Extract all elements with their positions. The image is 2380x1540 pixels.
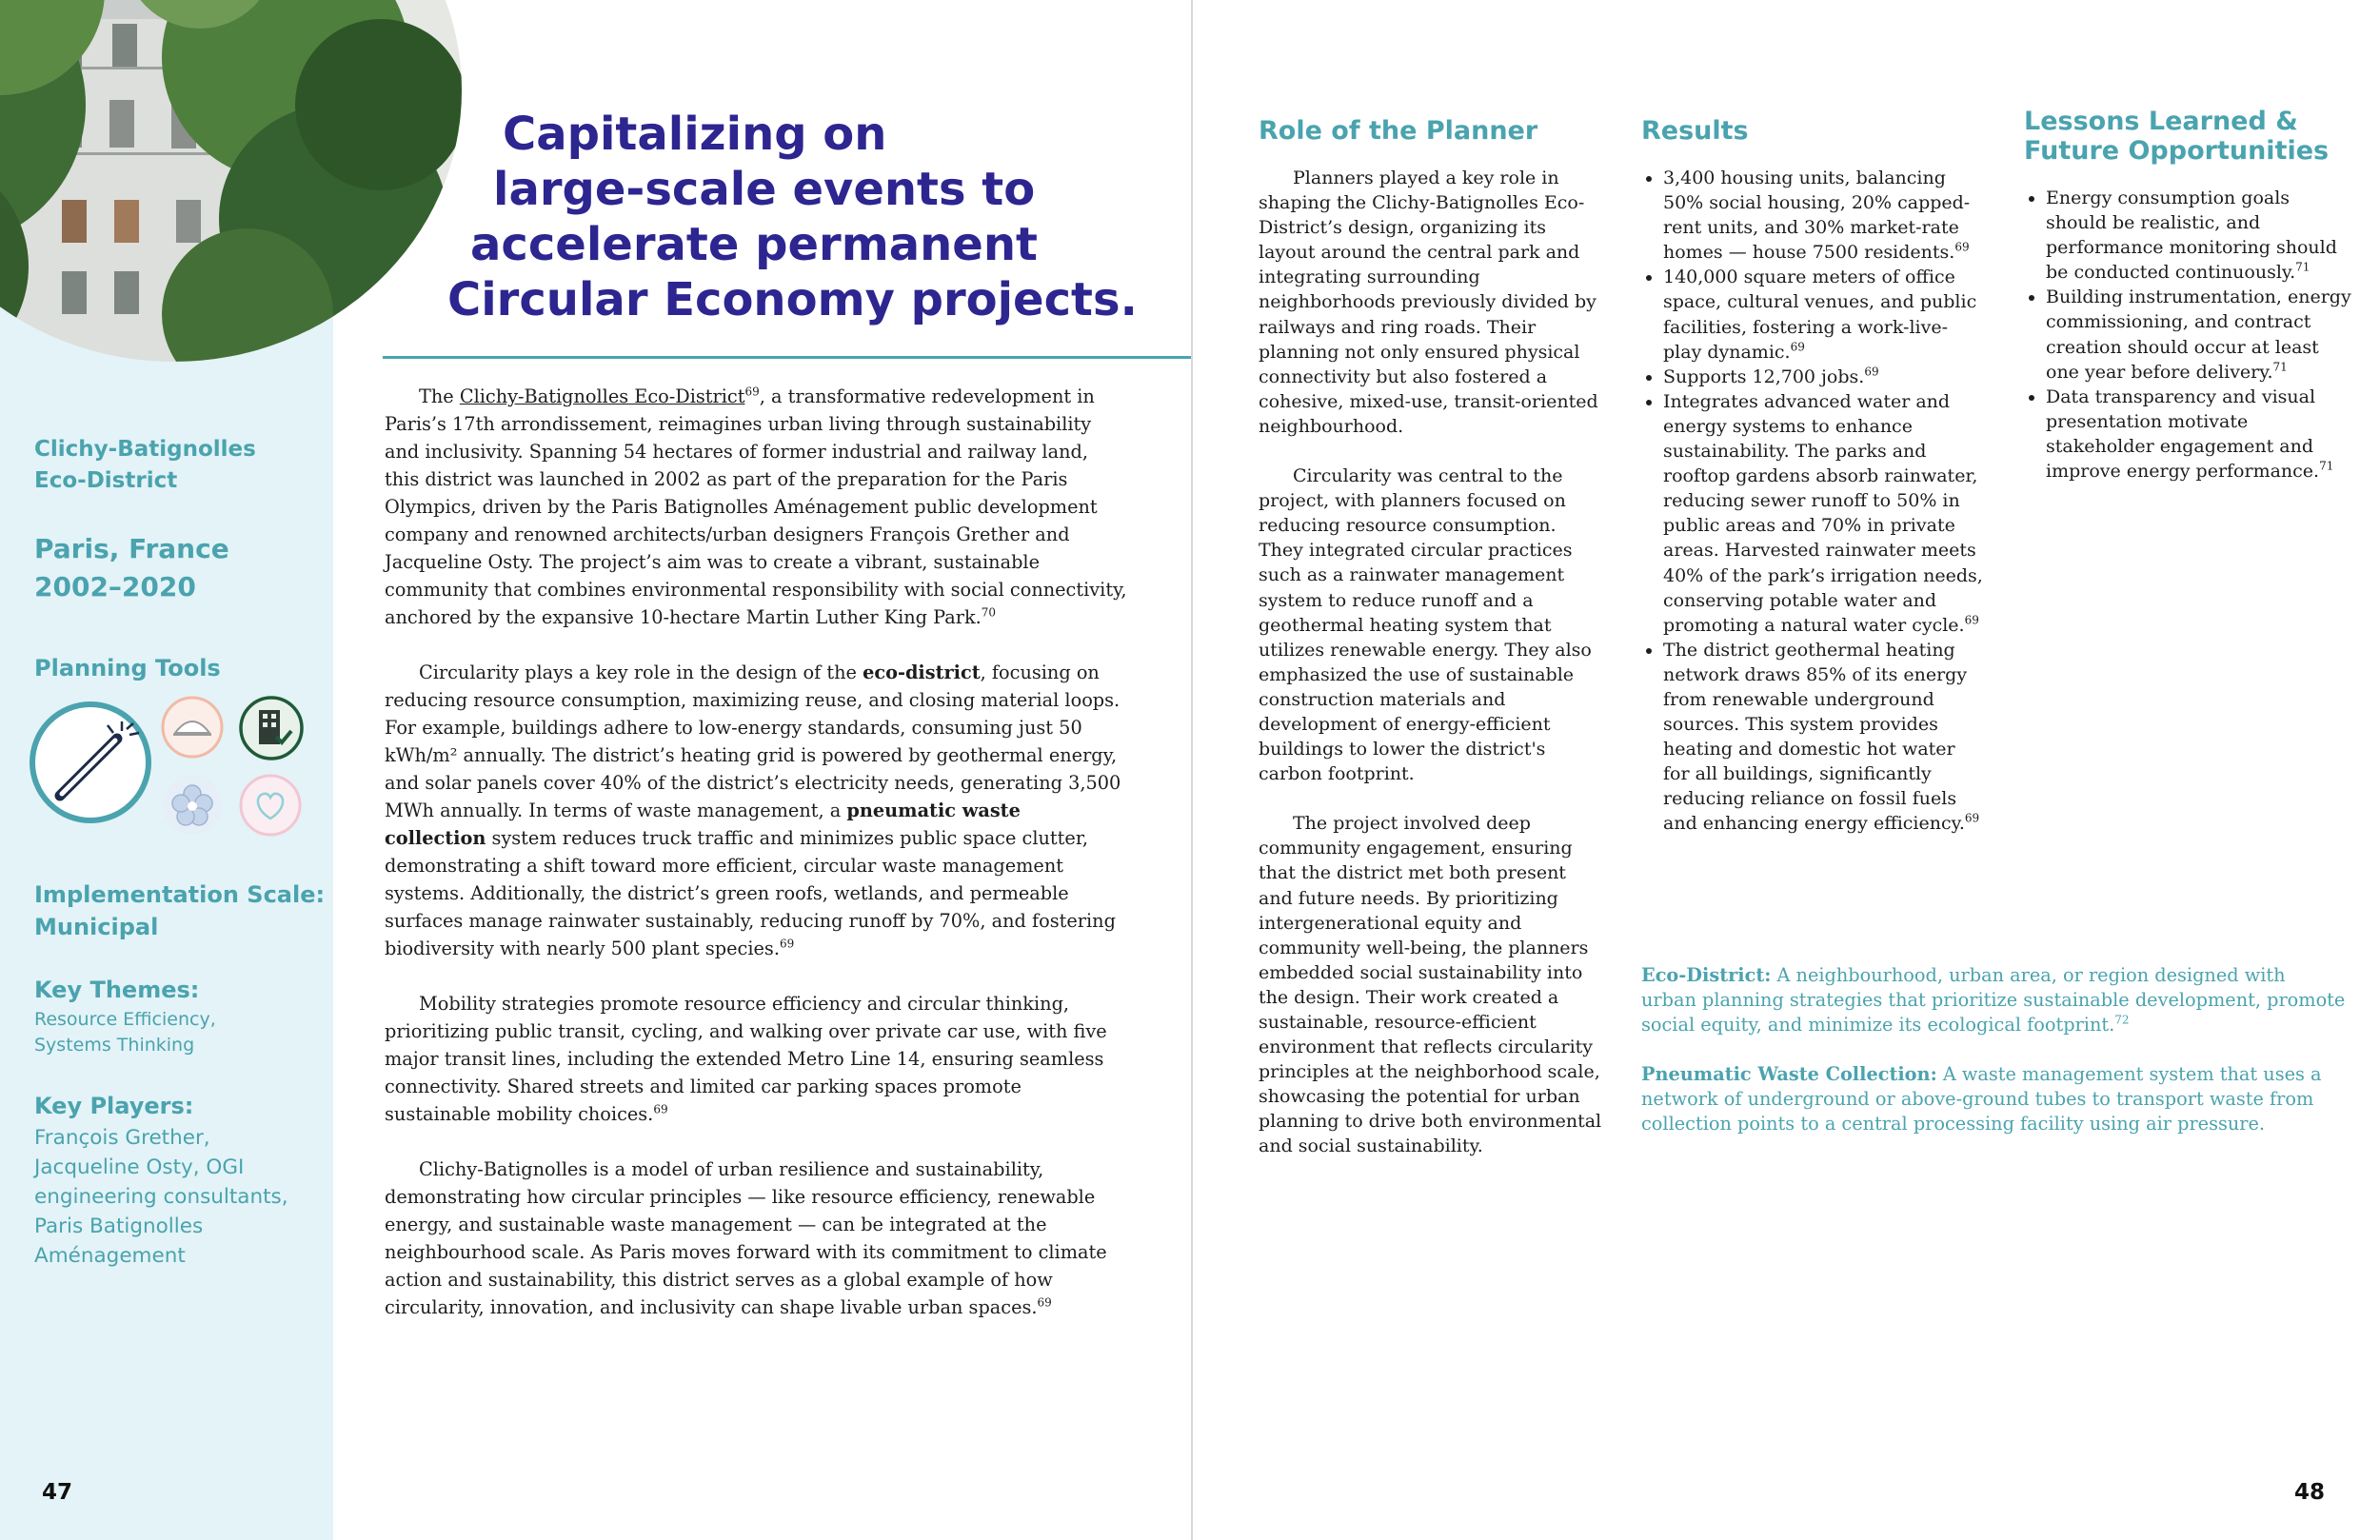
- body-paragraph-1: The Clichy-Batignolles Eco-District$^{69}$, a transformative redevelopment in Paris’s 17th arrondissement, reimagines urban living through sustainability and inclusivity. Spanning 54 hectares of former industrial and railway land, this district was launched in 2002 as part of the preparation for the Paris Olympics, driven by the Paris Batignolles Aménagement public development company and renowned architects/urban designers François Grether and Jacqueline Osty. The project’s aim was to create a vibrant, sustainable community that combines environmental responsibility with social connectivity, anchored by the expansive 10-hectare Martin Luther King Park.$^{70}$: [385, 385, 1127, 628]
- planning-tools-heading: Planning Tools: [34, 655, 221, 681]
- sidebar-district-name: Clichy-Batignolles Eco-District: [34, 437, 256, 493]
- body-text: [385, 383, 1127, 1349]
- list-item: • 140,000 square meters of office space, cultural venues, and public facilities, fostering a work-live-play dynamic.$^{69}$: [1663, 265, 1986, 364]
- list-item: • Integrates advanced water and energy systems to enhance sustainability. The parks and rooftop gardens absorb rainwater, reducing sewer runoff to 50% in public areas and 70% in private areas. Harvested rainwater meets 40% of the park’s irrigation needs, conserving potable water and promoting a natural water cycle.$^{69}$: [1663, 389, 1986, 638]
- lessons-heading: Lessons Learned & Future Opportunities: [2024, 107, 2330, 166]
- list-item: • Supports 12,700 jobs.$^{69}$: [1663, 365, 1986, 389]
- dome-building-icon: [160, 695, 225, 760]
- body-paragraph-2: Circularity plays a key role in the design of the eco-district, focusing on reducing resource consumption, maximizing reuse, and closing material loops. For example, buildings adhere to low-energy standards, consuming just 50 kWh/m² annually. The district’s heating grid is powered by geothermal energy, and solar panels cover 40% of the district’s electricity needs, generating 3,500 MWh annually. In terms of waste management, a pneumatic waste collection system reduces truck traffic and minimizes public space clutter, demonstrating a shift toward more efficient, circular waste management systems. Additionally, the district’s green roofs, wetlands, and permeable surfaces manage rainwater sustainably, reducing runoff by 70%, and fostering biodiversity with nearly 500 plant species.$^{69}$: [385, 661, 1121, 959]
- glossary-pneumatic-waste: Pneumatic Waste Collection: A waste management system that uses a network of underground or above-ground tubes to transport waste from collection points to a central processing facility using air pressure.: [1641, 1063, 2322, 1135]
- flower-icon: [160, 773, 225, 838]
- list-item: • Energy consumption goals should be realistic, and performance monitoring should be conducted continuously.$^{71}$: [2046, 186, 2355, 285]
- city-building-check-icon: [238, 695, 305, 761]
- implementation-scale: Implementation Scale: Municipal: [34, 881, 326, 940]
- page-number-left: 47: [42, 1480, 73, 1505]
- role-text: Planners played a key role in shaping the Clichy-Batignolles Eco-District’s design, organizing its layout around the central park and integrating surrounding neighborhoods previously divided by railways and ring roads. Their planning not only ensured physical connectivity but also fostered a cohesive, mixed-use, transit-oriented neighbourhood. Circularity was central to the project, with planners focused on reducing resource consumption. They integrated circular practices such as a rainwater management system to reduce runoff and a geothermal heating system that utilizes renewable energy. They also emphasized the use of sustainable construction materials and development of energy-efficient buildings to lower the district's carbon footprint. The project involved deep community engagement, ensuring that the district met both present and future needs. By prioritizing intergenerational equity and community well-being, the planners embedded social sustainability into the design. Their work created a sustainable, resource-efficient environment that reflects circularity principles at the neighborhood scale, showcasing the potential for urban planning to drive both environmental and social sustainability.: [1259, 168, 1602, 1157]
- list-item: • The district geothermal heating network draws 85% of its energy from renewable underground sources. This system provides heating and domestic hot water for all buildings, significantly reducing reliance on fossil fuels and enhancing energy efficiency.$^{69}$: [1663, 638, 1986, 837]
- list-item: • Building instrumentation, energy commissioning, and contract creation should occur at least one year before delivery.$^{71}$: [2046, 285, 2355, 384]
- list-item: • Data transparency and visual presentation motivate stakeholder engagement and improve energy performance.$^{71}$: [2046, 385, 2355, 484]
- results-list: [1641, 166, 1986, 837]
- magic-wand-icon: [27, 699, 154, 826]
- body-paragraph-3: Mobility strategies promote resource efficiency and circular thinking, prioritizing public transit, cycling, and walking over private car use, with five major transit lines, including the extended Metro Line 14, ensuring seamless connectivity. Shared streets and limited car parking spaces promote sustainable mobility choices.$^{69}$: [385, 993, 1107, 1125]
- glossary: [1641, 963, 2346, 1162]
- sidebar-years: 2002–2020: [34, 571, 196, 602]
- sidebar-location: Paris, France 2002–2020: [34, 530, 229, 606]
- key-themes-list: Resource Efficiency, Systems Thinking: [34, 1009, 216, 1056]
- glossary-eco-district: Eco-District: A neighbourhood, urban area, or region designed with urban planning strategies that prioritize sustainable development, promote social equity, and minimize its ecological footprint.$^{72}$: [1641, 964, 2346, 1037]
- key-players-heading: Key Players:: [34, 1093, 194, 1119]
- eco-district-link[interactable]: Clichy-Batignolles Eco-District: [459, 385, 745, 407]
- list-item: • 3,400 housing units, balancing 50% social housing, 20% capped-rent units, and 30% market-rate homes — house 7500 residents.$^{69}$: [1663, 166, 1986, 265]
- building-photo: [0, 0, 462, 362]
- key-themes-heading: Key Themes:: [34, 977, 200, 1003]
- title-rule: [383, 356, 1192, 359]
- heart-icon: [238, 773, 303, 838]
- lessons-list: [2024, 186, 2355, 484]
- page-number-right: 48: [2294, 1480, 2326, 1505]
- body-paragraph-4: Clichy-Batignolles is a model of urban resilience and sustainability, demonstrating how circular principles — like resource efficiency, renewable energy, and sustainable waste management — can be integrated at the neighbourhood scale. As Paris moves forward with its commitment to climate action and sustainability, this district serves as a global example of how circularity, innovation, and inclusivity can shape livable urban spaces.$^{69}$: [385, 1158, 1107, 1318]
- page-divider: [1191, 0, 1193, 1540]
- key-players-list: François Grether, Jacqueline Osty, OGI engineering consultants, Paris Batignolles Aménagement: [34, 1126, 288, 1268]
- role-heading: Role of the Planner: [1259, 116, 1538, 146]
- page-title: Capitalizing on large-scale events to accelerate permanent Circular Economy projects.: [447, 108, 1138, 326]
- results-heading: Results: [1641, 116, 1749, 146]
